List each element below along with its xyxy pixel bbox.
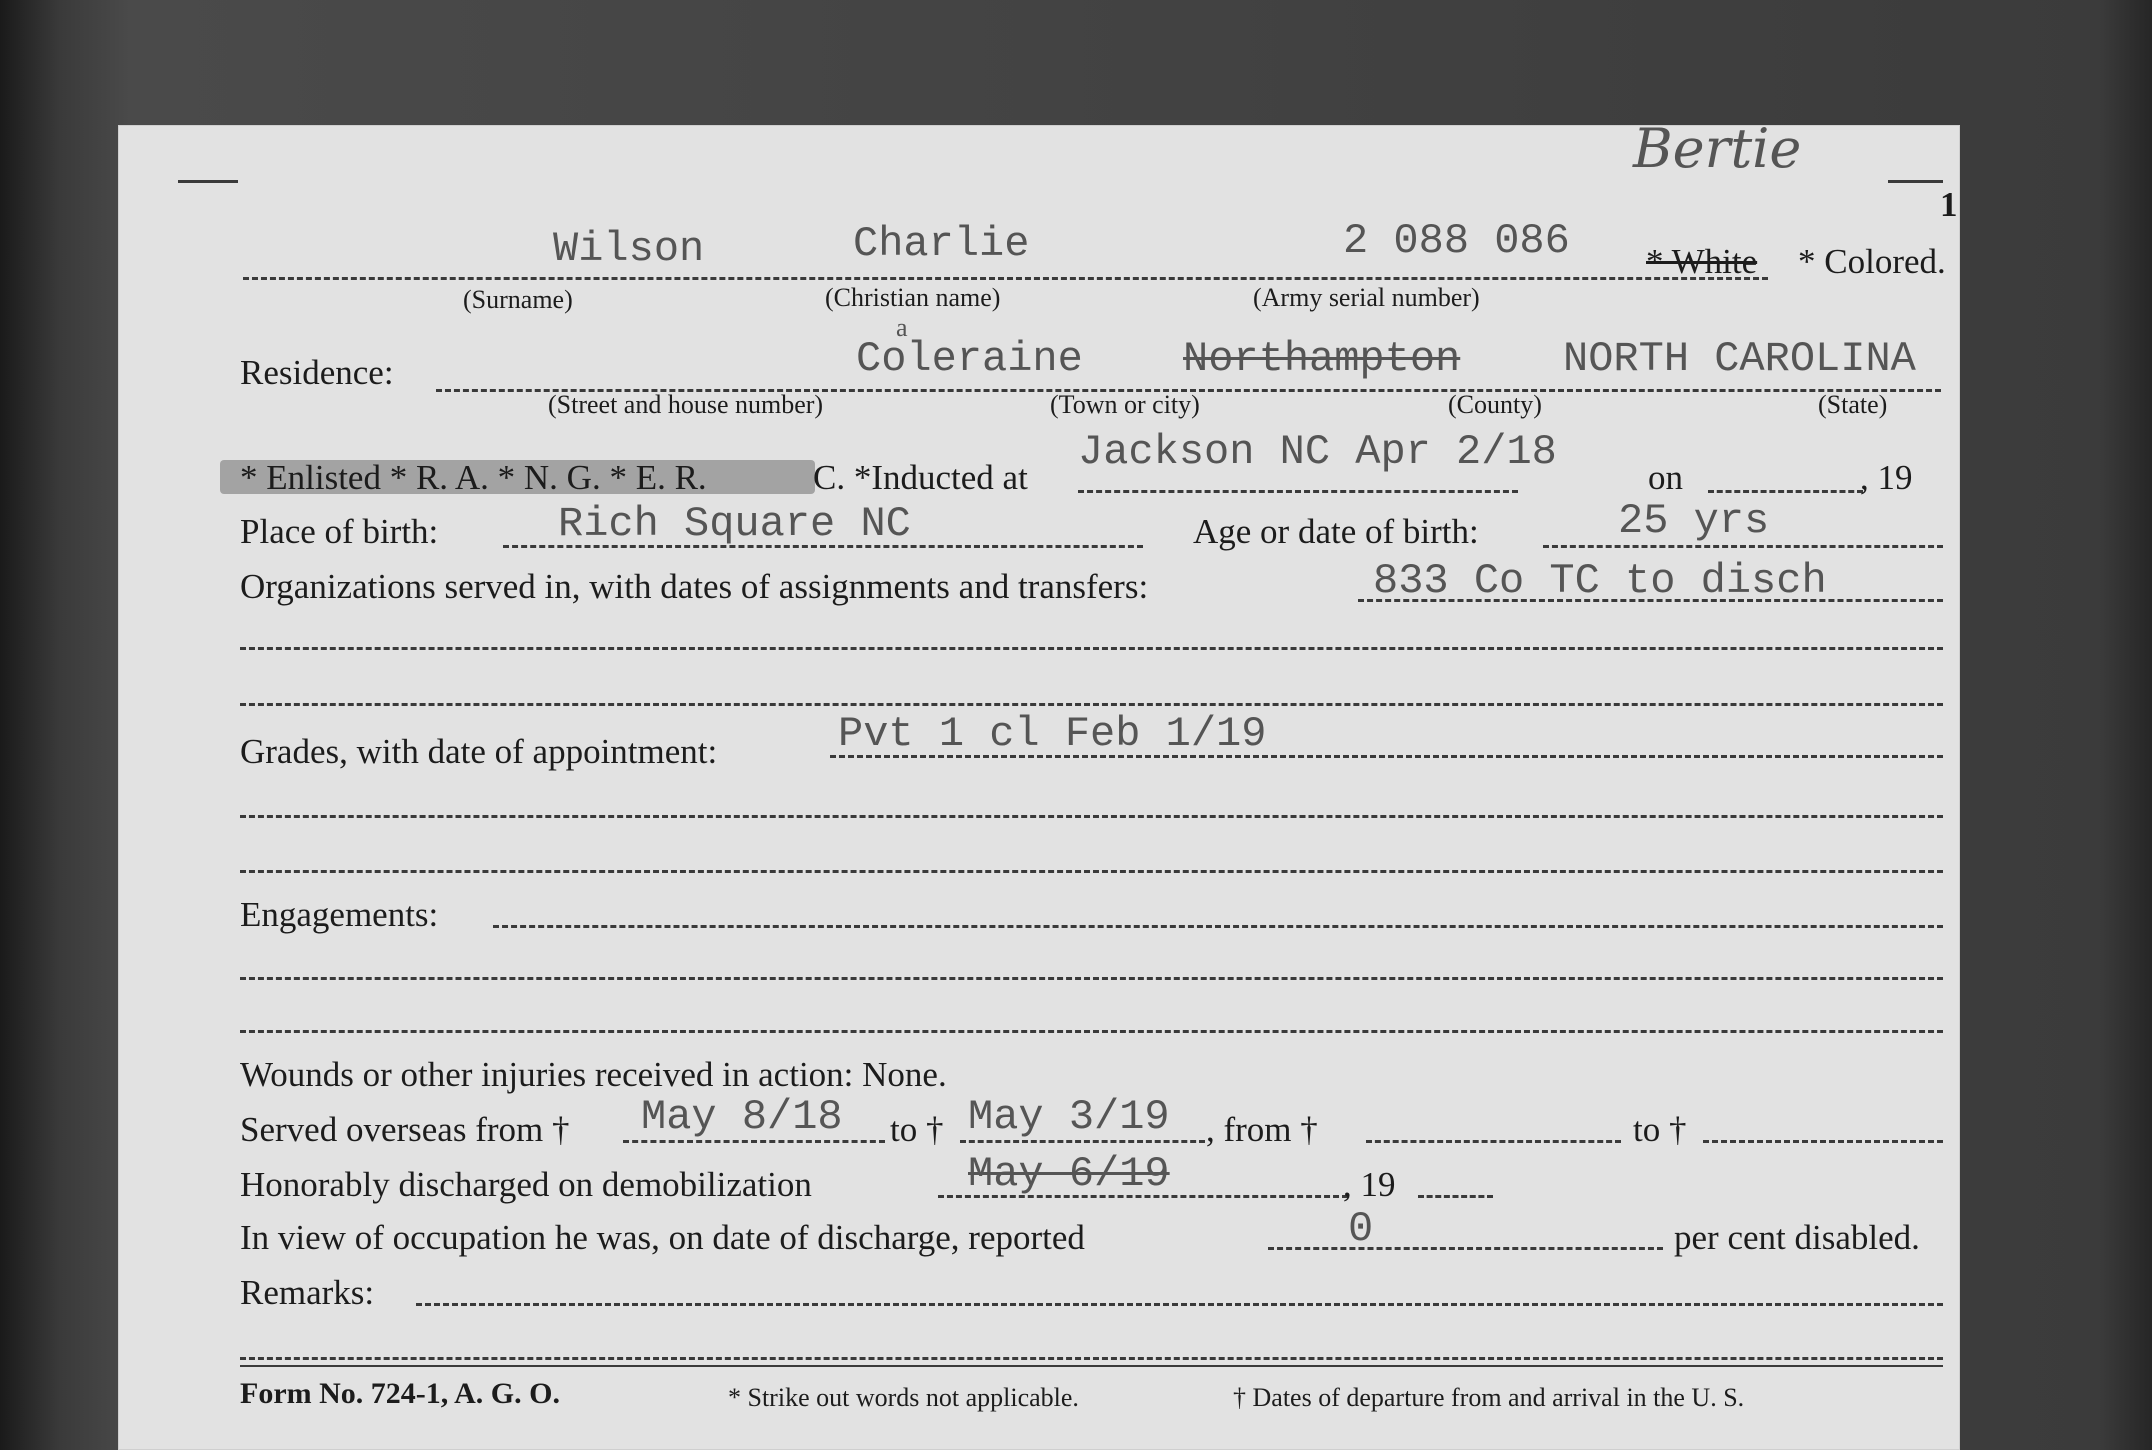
caption-town: (Town or city): [1050, 390, 1200, 419]
town-correction: a: [896, 313, 908, 342]
discharged-label: Honorably discharged on demobilization: [240, 1165, 812, 1204]
caption-serial-number: (Army serial number): [1253, 283, 1480, 312]
grades-label: Grades, with date of appointment:: [240, 732, 718, 771]
footer-rule: [240, 1365, 1943, 1367]
overseas-to2-label: to †: [1633, 1110, 1687, 1149]
age-value: 25 yrs: [1618, 497, 1770, 545]
town-value: Coleraine: [856, 335, 1083, 383]
inducted-year-prefix: , 19: [1860, 458, 1913, 497]
discharged-line: [938, 1195, 1348, 1198]
discharged-value: May 6/19: [968, 1150, 1170, 1198]
caption-surname: (Surname): [463, 285, 573, 314]
caption-street: (Street and house number): [548, 390, 824, 419]
race-option-colored: * Colored.: [1798, 242, 1946, 281]
county-handwritten-note: Bertie: [1633, 117, 1802, 180]
christian-name-value: Charlie: [853, 220, 1030, 268]
inducted-at-label: C. *Inducted at: [813, 458, 1028, 497]
discharged-year-line: [1418, 1195, 1493, 1198]
inducted-line: [1078, 490, 1518, 493]
county-value: Northampton: [1183, 335, 1461, 383]
birth-place-label: Place of birth:: [240, 512, 439, 551]
top-right-rule: [1888, 180, 1943, 183]
card-number: 1: [1940, 185, 1958, 224]
remarks-line-1: [416, 1303, 1943, 1306]
on-label: on: [1648, 458, 1683, 497]
remarks-line-2: [240, 1357, 1943, 1360]
name-row-line: [243, 277, 1768, 280]
disabled-percent-value: 0: [1348, 1205, 1374, 1253]
birth-place-line: [503, 545, 1143, 548]
organizations-line-1: [1358, 599, 1943, 602]
serial-number-value: 2 088 086: [1343, 217, 1570, 265]
occupation-label: In view of occupation he was, on date of discharge, reported: [240, 1218, 1085, 1257]
organizations-label: Organizations served in, with dates of assignments and transfers:: [240, 567, 1149, 606]
form-number: Form No. 724-1, A. G. O.: [240, 1377, 560, 1410]
birth-place-value: Rich Square NC: [558, 500, 911, 548]
organizations-line-2: [240, 647, 1943, 650]
discharged-year-prefix: , 19: [1343, 1165, 1396, 1204]
top-left-rule: [178, 180, 238, 183]
race-option-white: [1646, 242, 1757, 282]
service-record-card: [118, 117, 1960, 1450]
disabled-label: per cent disabled.: [1674, 1218, 1920, 1257]
age-line: [1543, 545, 1943, 548]
grades-line-3: [240, 870, 1943, 873]
grades-line-1: [830, 755, 1943, 758]
enlisted-options: * Enlisted * R. A. * N. G. * E. R.: [240, 458, 707, 497]
engagements-line-3: [240, 1030, 1943, 1033]
overseas-to2-line: [1703, 1140, 1943, 1143]
residence-label: Residence:: [240, 353, 394, 392]
engagements-line-1: [493, 925, 1943, 928]
race-option-white-text: * White: [1646, 242, 1758, 281]
engagements-label: Engagements:: [240, 895, 439, 934]
organizations-value: 833 Co TC to disch: [1373, 557, 1827, 605]
caption-county: (County): [1448, 390, 1542, 419]
age-label: Age or date of birth:: [1193, 512, 1479, 551]
strike-out-note: * Strike out words not applicable.: [728, 1383, 1079, 1412]
organizations-line-3: [240, 703, 1943, 706]
remarks-label: Remarks:: [240, 1273, 375, 1312]
overseas-to-value: May 3/19: [968, 1093, 1170, 1141]
grades-line-2: [240, 815, 1943, 818]
overseas-from2-label: , from †: [1206, 1110, 1318, 1149]
overseas-from2-line: [1366, 1140, 1621, 1143]
overseas-from-value: May 8/18: [641, 1093, 843, 1141]
grades-value: Pvt 1 cl Feb 1/19: [838, 710, 1267, 758]
engagements-line-2: [240, 977, 1943, 980]
overseas-to-line: [960, 1140, 1205, 1143]
served-overseas-label: Served overseas from †: [240, 1110, 570, 1149]
surname-value: Wilson: [553, 225, 705, 273]
state-value: NORTH CAROLINA: [1563, 335, 1916, 383]
dates-note: † Dates of departure from and arrival in the U. S.: [1233, 1383, 1745, 1412]
wounds-label: Wounds or other injuries received in action: None.: [240, 1055, 947, 1094]
disabled-percent-line: [1268, 1247, 1663, 1250]
inducted-at-value: Jackson NC Apr 2/18: [1078, 428, 1557, 476]
overseas-from-line: [623, 1140, 885, 1143]
on-date-line: [1708, 490, 1863, 493]
overseas-to-label: to †: [890, 1110, 944, 1149]
caption-christian-name: (Christian name): [825, 283, 1001, 312]
caption-state: (State): [1818, 390, 1888, 419]
